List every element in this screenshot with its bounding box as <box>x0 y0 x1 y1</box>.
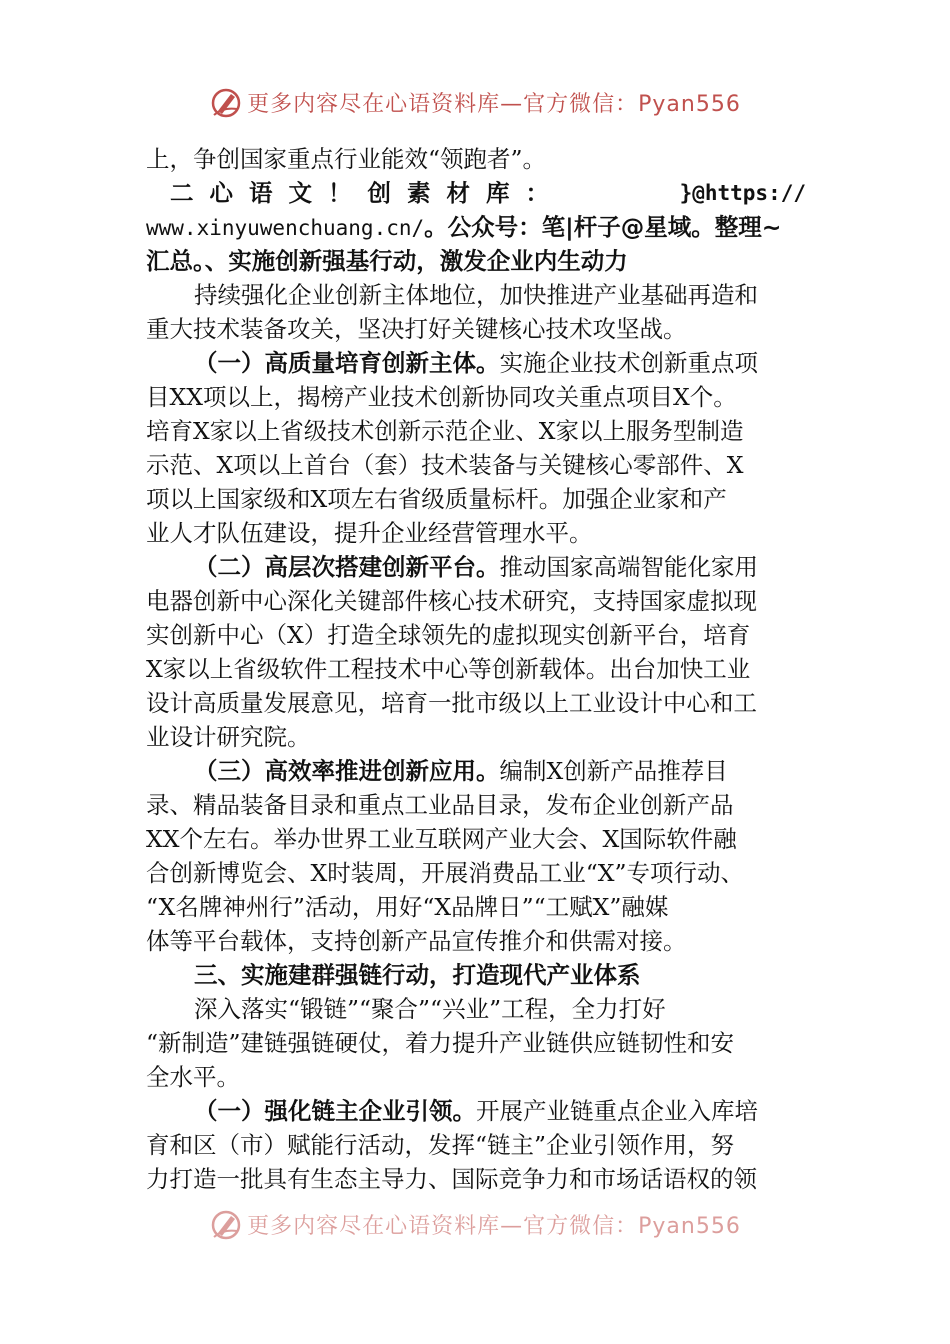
text-line: 目XX项以上，揭榜产业技术创新协同攻关重点项目X个。 <box>146 383 737 411</box>
text-line: 业设计研究院。 <box>146 723 311 751</box>
text-line: 业人才队伍建设，提升企业经营管理水平。 <box>146 519 593 547</box>
header-watermark-banner <box>0 82 950 122</box>
text-line <box>146 346 806 380</box>
text-run: 实施企业技术创新重点项 <box>499 349 758 377</box>
text-line: 实创新中心（X）打造全球领先的虚拟现实创新平台，培育 <box>146 621 751 649</box>
text-line: 育和区（市）赋能行活动，发挥“链主”企业引领作用，努 <box>146 1131 735 1159</box>
text-line: 体等平台载体，支持创新产品宣传推介和供需对接。 <box>146 927 687 955</box>
pen-logo-icon <box>209 85 243 119</box>
subheading: （一）高质量培育创新主体。 <box>194 349 500 377</box>
text-line <box>146 1094 806 1128</box>
text-line: 上，争创国家重点行业能效“领跑者”。 <box>146 145 547 173</box>
document-body <box>146 142 806 1196</box>
section-heading: 三、实施建群强链行动，打造现代产业体系 <box>194 961 641 989</box>
footer-banner-text: 更多内容尽在心语资料库—官方微信：Pyan556 <box>247 1213 741 1239</box>
header-banner-text: 更多内容尽在心语资料库—官方微信：Pyan556 <box>247 91 741 117</box>
text-line: 重大技术装备攻关，坚决打好关键核心技术攻坚战。 <box>146 315 687 343</box>
noise-url: www.xinyuwenchuang.cn/ <box>146 216 425 240</box>
text-line: “X名牌神州行”活动，用好“X品牌日”“工赋X”融媒 <box>146 893 669 921</box>
text-line <box>146 550 806 584</box>
noise-text: 。公众号：笔|杆子@星域。整理~ <box>424 213 782 241</box>
text-run: 开展产业链重点企业入库培 <box>476 1097 758 1125</box>
text-line: XX个左右。举办世界工业互联网产业大会、X国际软件融 <box>146 825 737 853</box>
text-line: X家以上省级软件工程技术中心等创新载体。出台加快工业 <box>146 655 751 683</box>
text-line-noise <box>146 176 806 210</box>
text-line: 设计高质量发展意见，培育一批市级以上工业设计中心和工 <box>146 689 757 717</box>
text-line: 深入落实“锻链”“聚合”“兴业”工程，全力打好 <box>194 995 666 1023</box>
text-line: 持续强化企业创新主体地位，加快推进产业基础再造和 <box>194 281 758 309</box>
text-line: 示范、X项以上首台（套）技术装备与关键核心零部件、X <box>146 451 744 479</box>
subheading: （三）高效率推进创新应用。 <box>194 757 500 785</box>
subheading: （一）强化链主企业引领。 <box>194 1097 476 1125</box>
text-line: 项以上国家级和X项左右省级质量标杆。加强企业家和产 <box>146 485 727 513</box>
text-line: 合创新博览会、X时装周，开展消费品工业“X”专项行动、 <box>146 859 744 887</box>
noise-text: 二心语文！创素材库： <box>170 179 565 207</box>
text-line-noise <box>146 210 806 244</box>
text-line: 电器创新中心深化关键部件核心技术研究，支持国家虚拟现 <box>146 587 757 615</box>
text-line: 力打造一批具有生态主导力、国际竞争力和市场话语权的领 <box>146 1165 757 1193</box>
text-run: 推动国家高端智能化家用 <box>499 553 758 581</box>
text-run: 编制X创新产品推荐目 <box>499 757 728 785</box>
text-line: 录、精品装备目录和重点工业品目录，发布企业创新产品 <box>146 791 734 819</box>
footer-watermark-banner <box>0 1204 950 1244</box>
text-line: 全水平。 <box>146 1063 240 1091</box>
pen-logo-icon <box>209 1207 243 1241</box>
section-heading: 汇总。、实施创新强基行动，激发企业内生动力 <box>146 247 628 275</box>
noise-url-start: }@https:// <box>679 181 806 205</box>
text-line: 培育X家以上省级技术创新示范企业、X家以上服务型制造 <box>146 417 744 445</box>
text-line: “新制造”建链强链硬仗，着力提升产业链供应链韧性和安 <box>146 1029 735 1057</box>
subheading: （二）高层次搭建创新平台。 <box>194 553 500 581</box>
text-line <box>146 754 806 788</box>
